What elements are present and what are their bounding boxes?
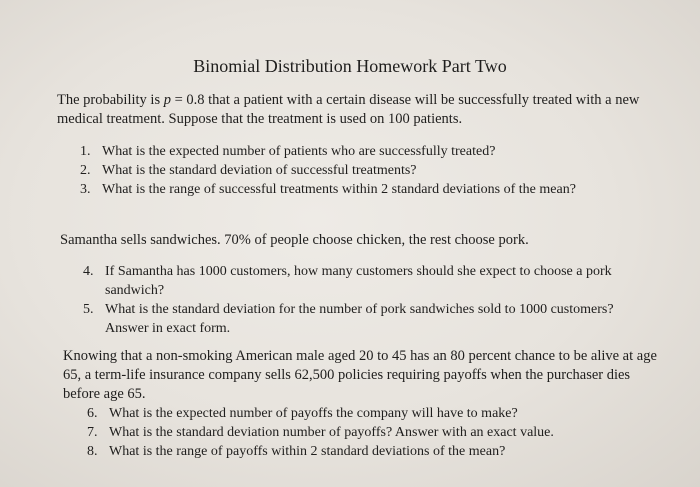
question-text: What is the standard deviation for the number of pork sandwiches sold to 1000 customers? Answer in exact form.: [105, 302, 614, 336]
question-number: 7.: [87, 425, 98, 440]
problem-intro-1: [57, 91, 657, 129]
question-number: 1.: [80, 144, 91, 159]
question-text: What is the expected number of payoffs the company will have to make?: [109, 406, 518, 421]
question-item: [83, 262, 643, 300]
question-number: 8.: [87, 444, 98, 459]
question-text: What is the range of successful treatments within 2 standard deviations of the mean?: [102, 182, 576, 197]
problem-intro-3: Knowing that a non-smoking American male aged 20 to 45 has an 80 percent chance to be alive at age 65, a term-life insurance company sells 62,500 policies requiring payoffs when the purchaser dies before age 65.: [63, 348, 657, 402]
question-item: [87, 442, 647, 461]
question-text: What is the standard deviation number of payoffs? Answer with an exact value.: [109, 425, 554, 440]
question-text: What is the expected number of patients who are successfully treated?: [102, 144, 496, 159]
question-text: What is the standard deviation of successful treatments?: [102, 163, 417, 178]
question-number: 4.: [83, 264, 94, 279]
question-list-1: [80, 142, 610, 199]
question-item: [87, 423, 647, 442]
question-item: [80, 161, 610, 180]
question-item: [83, 300, 643, 338]
question-number: 6.: [87, 406, 98, 421]
page-title: Binomial Distribution Homework Part Two: [193, 56, 507, 76]
question-number: 3.: [80, 182, 91, 197]
question-text: If Samantha has 1000 customers, how many customers should she expect to choose a pork sandwich?: [105, 264, 612, 298]
question-list-3: [87, 404, 647, 461]
question-item: [87, 404, 647, 423]
question-list-2: [83, 262, 643, 338]
question-text: What is the range of payoffs within 2 standard deviations of the mean?: [109, 444, 506, 459]
intro-1-after: that a patient with a certain disease will be successfully treated with a new medical treatment. Suppose that the treatment is used on 100 patients.: [57, 92, 640, 127]
problem-intro-2: Samantha sells sandwiches. 70% of people choose chicken, the rest choose pork.: [60, 232, 529, 248]
intro-1-before: The probability is: [57, 92, 164, 108]
question-number: 2.: [80, 163, 91, 178]
question-item: [80, 180, 610, 199]
question-item: [80, 142, 610, 161]
probability-variable: p: [163, 92, 171, 108]
question-number: 5.: [83, 302, 94, 317]
probability-equals: = 0.8: [170, 92, 205, 108]
